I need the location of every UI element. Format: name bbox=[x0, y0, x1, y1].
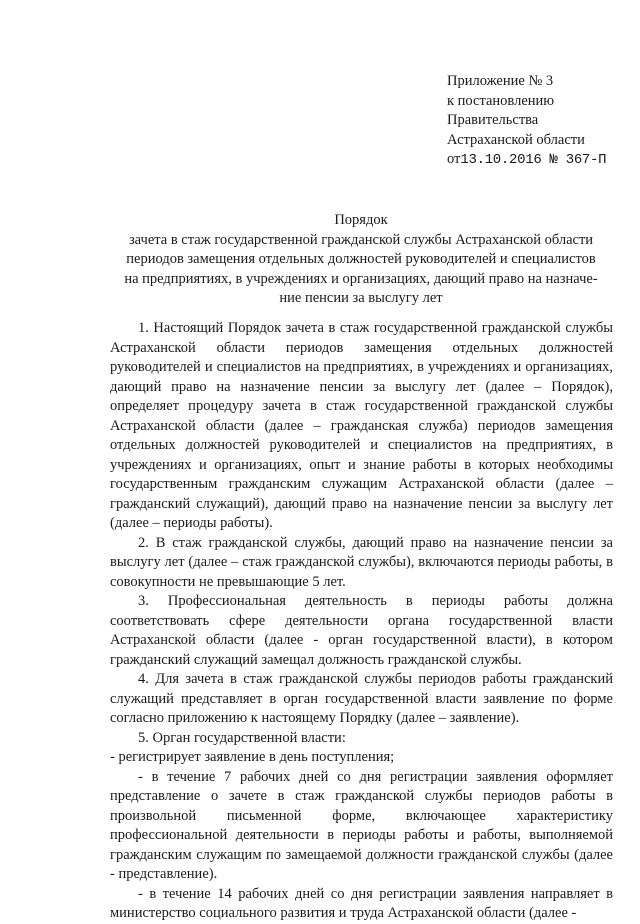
paragraph-4: 4. Для зачета в стаж гражданской службы периодов работы гражданский служащий представляет в орган государственной власти заявление по форме согласно приложению к настоящему Порядку (далее – заявление). bbox=[110, 671, 613, 726]
document-title bbox=[96, 211, 626, 309]
paragraph-5-item-b: - в течение 7 рабочих дней со дня регистрации заявления оформляет представление о зачете в стаж гражданской службы периодов работы в произвольной письменной форме, включающее характеристику профессиональной деятельности в периоды работы и работы, выполняемой гражданским служащим по замещаемой должности гражданской службы (далее - представление). bbox=[110, 768, 613, 882]
title-line: на предприятиях, в учреждениях и организациях, дающий право на назначе- bbox=[124, 270, 598, 287]
title-heading: Порядок bbox=[334, 212, 388, 228]
paragraph-5-item-a: - регистрирует заявление в день поступления; bbox=[110, 749, 395, 765]
appendix-date-stamp: 13.10.2016 № 367-П bbox=[460, 152, 607, 168]
title-line: зачета в стаж государственной гражданской службы Астраханской области bbox=[128, 231, 594, 248]
document-body bbox=[110, 319, 613, 924]
appendix-note bbox=[447, 72, 632, 171]
paragraph-3: 3. Профессиональная деятельность в периоды работы должна соответствовать сфере деятельности органа государственной власти Астраханской области (далее - орган государственной власти), в котором гражданский служащий замещал должность гражданской службы. bbox=[110, 593, 613, 668]
appendix-line: Правительства bbox=[447, 112, 539, 128]
appendix-line: к постановлению bbox=[447, 92, 555, 109]
appendix-date-prefix: от bbox=[447, 151, 461, 167]
appendix-date-line bbox=[447, 150, 632, 171]
paragraph-1: 1. Настоящий Порядок зачета в стаж государственной гражданской службы Астраханской области периодов замещения отдельных должностей руководителей и специалистов на предприятиях, в учреждениях и организациях, дающий право на назначение пенсии за выслугу лет (далее – Порядок), определяет процедуру зачета в стаж государственной гражданской службы Астраханской области (далее – гражданская служба) периодов замещения отдельных должностей руководителей и специалистов на предприятиях, в учреждениях и организациях, опыт и знание работы в которых необходимы государственным гражданским служащим Астраханской области (далее – гражданский служащий), дающий право на назначение пенсии за выслугу лет (далее – периоды работы). bbox=[110, 320, 613, 531]
paragraph-5: 5. Орган государственной власти: bbox=[138, 729, 346, 746]
title-line: периодов замещения отдельных должностей руководителей и специалистов bbox=[126, 251, 596, 267]
paragraph-2: 2. В стаж гражданской службы, дающий право на назначение пенсии за выслугу лет (далее – стаж гражданской службы), включаются периоды работы, в совокупности не превышающие 5 лет. bbox=[110, 534, 613, 590]
appendix-line: Астраханской области bbox=[447, 131, 585, 148]
appendix-line: Приложение № 3 bbox=[447, 73, 554, 89]
paragraph-5-item-c: - в течение 14 рабочих дней со дня регистрации заявления направляет в министерство социального развития и труда Астраханской области (далее - bbox=[110, 885, 613, 921]
title-line: ние пенсии за выслугу лет bbox=[279, 290, 443, 306]
